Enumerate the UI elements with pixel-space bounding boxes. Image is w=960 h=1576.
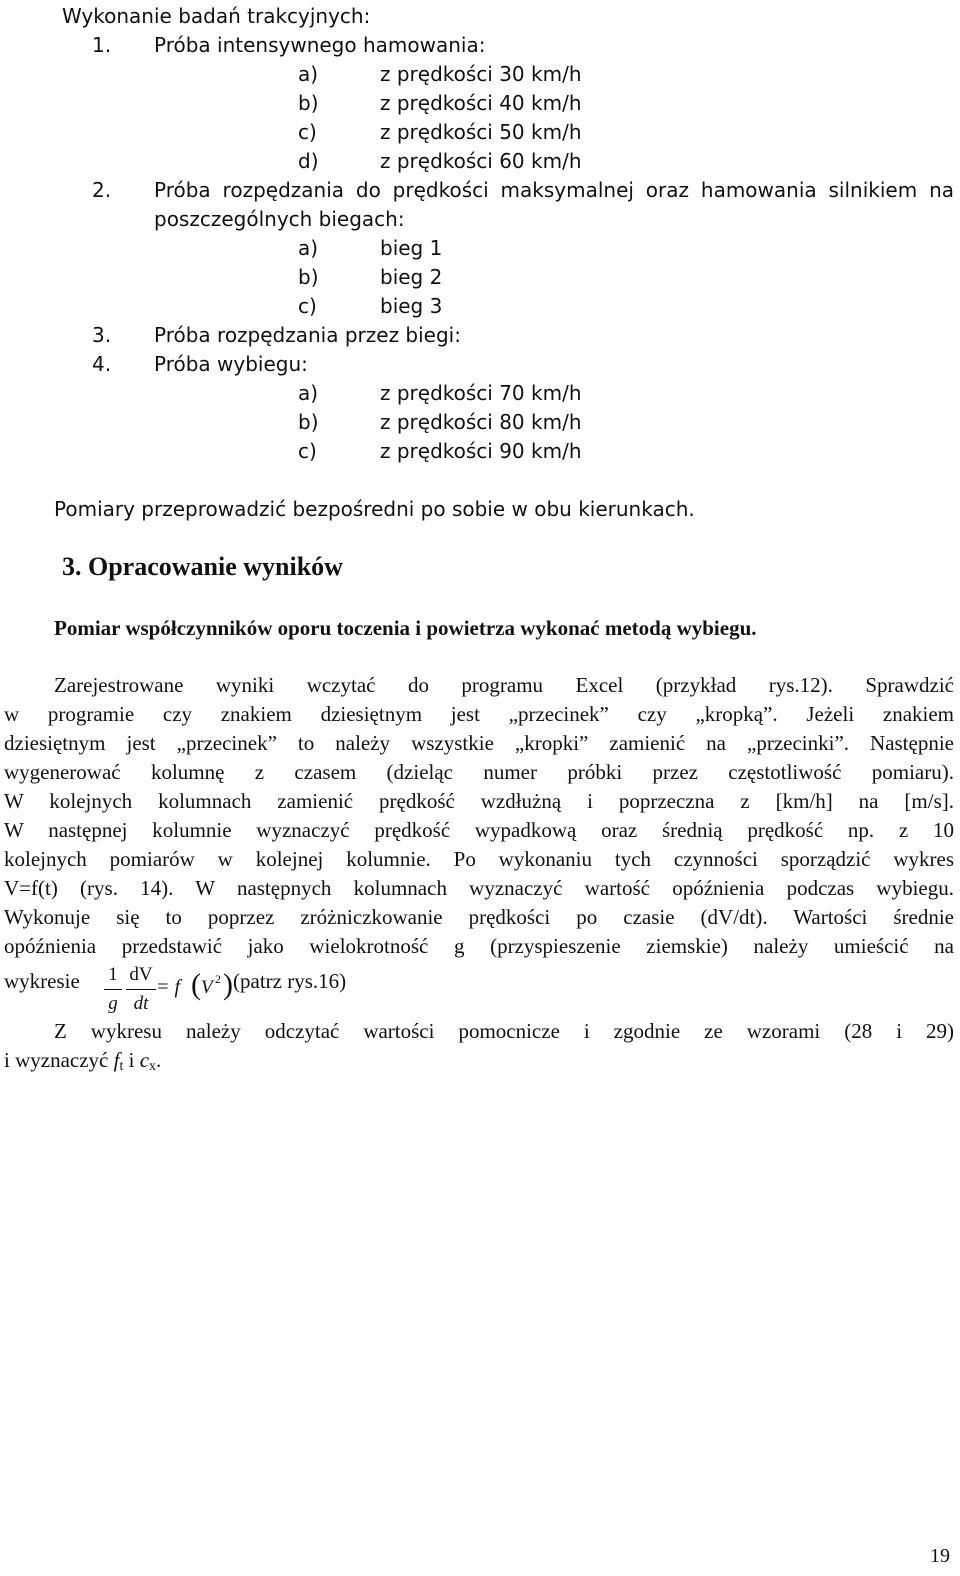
paren-open: (: [191, 968, 201, 1001]
fraction-numerator: dV: [129, 964, 153, 985]
list-item-text: Próba rozpędzania do prędkości maksymalnej oraz hamowania silnikiem na: [154, 178, 954, 202]
sub-text: z prędkości 40 km/h: [380, 91, 582, 115]
sub-text: bieg 2: [380, 265, 443, 289]
list-item-text: Próba rozpędzania przez biegi:: [154, 323, 461, 347]
text-segment: .: [156, 1048, 162, 1072]
list-item-text: Próba wybiegu:: [154, 352, 308, 376]
sub-text: z prędkości 60 km/h: [380, 149, 582, 173]
paragraph-line: Z wykresu należy odczytać wartości pomocnicze i zgodnie ze wzorami (28 i 29): [54, 1019, 954, 1043]
sub-label: a): [298, 236, 319, 260]
fraction-numerator: 1: [108, 964, 118, 985]
page-number: 19: [930, 1545, 950, 1567]
paragraph-line: Wykonuje się to poprzez zróżniczkowanie prędkości po czasie (dV/dt). Wartości średnie: [4, 905, 954, 929]
list-item-text-cont: poszczególnych biegach:: [154, 207, 405, 231]
sub-text: z prędkości 90 km/h: [380, 439, 582, 463]
paragraph-line: wygenerować kolumnę z czasem (dzieląc numer próbki przez częstotliwość pomiaru).: [4, 760, 954, 784]
sub-text: z prędkości 30 km/h: [380, 62, 582, 86]
paragraph-line: W kolejnych kolumnach zamienić prędkość wzdłużną i poprzeczna z [km/h] na [m/s].: [4, 789, 954, 813]
fraction-bar: [126, 989, 156, 990]
sub-text: z prędkości 80 km/h: [380, 410, 582, 434]
sub-label: d): [298, 149, 319, 173]
sub-label: b): [298, 410, 319, 434]
formula-prefix: wykresie: [4, 969, 80, 993]
paragraph-line: dziesiętnym jest „przecinek” to należy wszystkie „kropki” zamienić na „przecinki”. Następnie: [4, 731, 954, 755]
formula-rhs: = f: [156, 976, 181, 998]
list-number: 1.: [92, 33, 112, 57]
paragraph-line: w programie czy znakiem dziesiętnym jest „przecinek” czy „kropką”. Jeżeli znakiem: [4, 702, 954, 726]
measurement-note: Pomiary przeprowadzić bezpośredni po sobie w obu kierunkach.: [54, 497, 695, 521]
list-item-text: Próba intensywnego hamowania:: [154, 33, 486, 57]
symbol-c: c: [139, 1048, 150, 1072]
sub-label: c): [298, 439, 317, 463]
sub-label: b): [298, 265, 319, 289]
fraction-denominator: dt: [133, 993, 149, 1014]
list-number: 3.: [92, 323, 112, 347]
fraction-denominator: g: [108, 993, 118, 1014]
paragraph-line: V=f(t) (rys. 14). W następnych kolumnach wyznaczyć wartość opóźnienia podczas wybiegu.: [4, 876, 954, 900]
section-heading: 3. Opracowanie wyników: [62, 552, 343, 581]
formula-exponent: 2: [215, 972, 221, 986]
sub-text: bieg 1: [380, 236, 443, 260]
text-segment: i: [123, 1048, 140, 1072]
sub-text: z prędkości 50 km/h: [380, 120, 582, 144]
list-number: 2.: [92, 178, 112, 202]
paragraph-line: Zarejestrowane wyniki wczytać do programu Excel (przykład rys.12). Sprawdzić: [54, 673, 954, 697]
sub-label: a): [298, 62, 319, 86]
subscript-t: t: [119, 1059, 124, 1074]
bold-instruction: Pomiar współczynników oporu toczenia i powietrza wykonać metodą wybiegu.: [54, 616, 757, 640]
formula-reference: (patrz rys.16): [233, 969, 347, 993]
sub-text: z prędkości 70 km/h: [380, 381, 582, 405]
intro-heading: Wykonanie badań trakcyjnych:: [62, 4, 371, 28]
subscript-x: x: [149, 1059, 157, 1074]
paragraph-line: W następnej kolumnie wyznaczyć prędkość wypadkową oraz średnią prędkość np. z 10: [4, 818, 954, 842]
paren-close: ): [223, 968, 233, 1001]
text-segment: i wyznaczyć: [4, 1048, 114, 1072]
fraction-bar: [104, 989, 122, 990]
formula-variable: V: [201, 977, 213, 998]
paragraph-line-last: [4, 1048, 162, 1074]
sub-label: a): [298, 381, 319, 405]
formula: [104, 964, 234, 1014]
sub-text: bieg 3: [380, 294, 443, 318]
sub-label: c): [298, 294, 317, 318]
sub-label: c): [298, 120, 317, 144]
paragraph-line: opóźnienia przedstawić jako wielokrotność g (przyspieszenie ziemskie) należy umieścić na: [4, 934, 954, 958]
symbol-f: f: [113, 1048, 120, 1072]
list-number: 4.: [92, 352, 112, 376]
paragraph-line: kolejnych pomiarów w kolejnej kolumnie. Po wykonaniu tych czynności sporządzić wykres: [4, 847, 954, 871]
sub-label: b): [298, 91, 319, 115]
